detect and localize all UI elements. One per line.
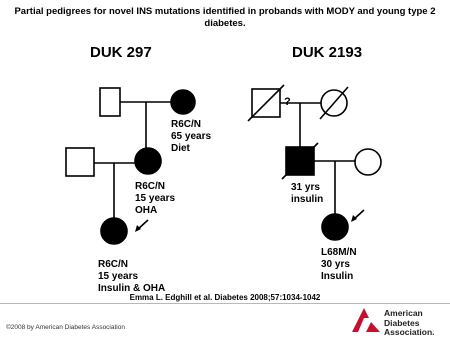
unknown-status-label: ? (284, 96, 291, 108)
annotation-duk297-proband: R6C/N 15 years Insulin & OHA (98, 259, 166, 294)
female-affected (135, 148, 161, 174)
proband-female-affected (322, 214, 348, 240)
figure-title: Partial pedigrees for novel INS mutations identified in probands with MODY and young type 2 diabetes. (14, 6, 436, 29)
proband-female-affected (101, 218, 127, 244)
female-affected (171, 90, 195, 114)
female-unaffected (355, 149, 381, 175)
citation: Emma L. Edghill et al. Diabetes 2008;57:1034-1042 (129, 293, 321, 302)
footer-divider (0, 303, 450, 304)
proband-arrowhead (135, 225, 141, 232)
ada-logo-text: American Diabetes Association. (384, 308, 435, 337)
ada-logo-icon (352, 306, 382, 334)
annotation-duk297-gen1: R6C/N 65 years Diet (171, 119, 212, 154)
annotation-duk2193-proband: L68M/N 30 yrs Insulin (321, 247, 357, 282)
proband-arrowhead (351, 215, 357, 222)
male-unaffected (100, 88, 120, 116)
annotation-duk2193-gen2: 31 yrs insulin (291, 182, 324, 205)
annotation-duk297-gen2: R6C/N 15 years OHA (135, 181, 176, 216)
male-unaffected (66, 148, 94, 176)
pedigree-label-duk297: DUK 297 (90, 44, 152, 61)
copyright: ©2008 by American Diabetes Association (6, 324, 125, 331)
pedigree-label-duk2193: DUK 2193 (292, 44, 363, 61)
